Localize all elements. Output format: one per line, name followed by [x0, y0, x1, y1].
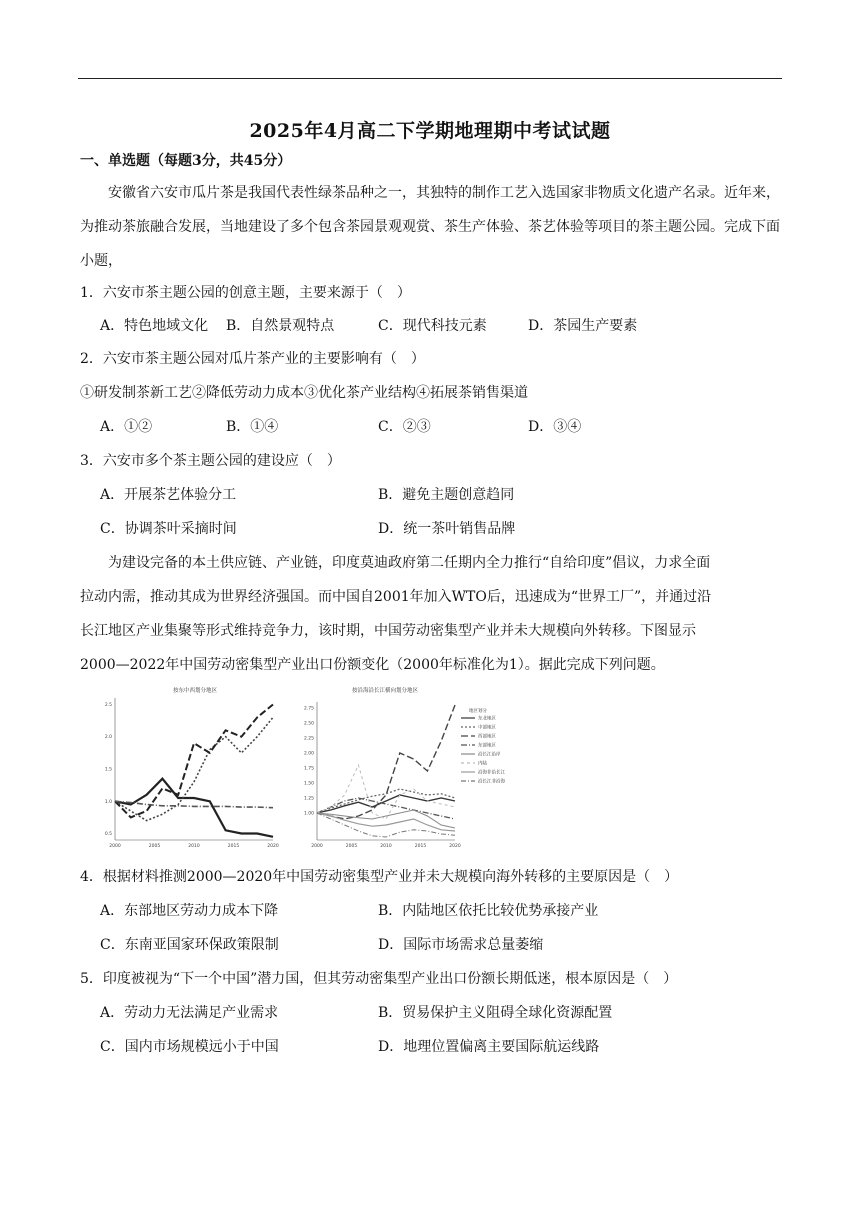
- x-tick-label: 2005: [345, 844, 358, 849]
- y-tick-label: 0.5: [104, 832, 112, 838]
- series-line-6: [317, 765, 455, 819]
- legend-label: 沿海非沿长江: [478, 770, 505, 776]
- q5-option-c: C．国内市场规模远小于中国: [100, 1039, 279, 1055]
- x-tick-label: 2020: [267, 844, 279, 849]
- x-tick-label: 2015: [227, 844, 240, 849]
- q5-option-d: D．地理位置偏离主要国际航运线路: [378, 1039, 600, 1055]
- q4-option-a: A．东部地区劳动力成本下降: [100, 903, 279, 919]
- q3-option-c: C．协调茶叶采摘时间: [100, 521, 237, 537]
- top-rule: [78, 78, 782, 79]
- legend-label: 中部地区: [478, 725, 496, 731]
- q1-option-c: C．现代科技元素: [378, 318, 487, 334]
- question-5-stem: 5．印度被视为“下一个中国”潜力国，但其劳动密集型产业出口份额长期低迷，根本原因是（ ）: [80, 971, 678, 987]
- x-tick-label: 2020: [449, 844, 461, 849]
- series-line-3: [317, 705, 455, 819]
- q2-option-d: D．③④: [528, 419, 582, 435]
- q4-option-d: D．国际市场需求总量萎缩: [378, 937, 544, 953]
- passage-1: 安徽省六安市瓜片茶是我国代表性绿茶品种之一，其独特的制作工艺入选国家非物质文化遗产名录。近年来，为推动茶旅融合发展，当地建设了多个包含茶园景观观赏、茶生产体验、茶艺体验等项目的茶主题公园。完成下面小题，: [80, 185, 780, 269]
- chart-east-central-west: [105, 686, 279, 849]
- x-tick-label: 2010: [188, 844, 200, 849]
- passage-2-line-3: 长江地区产业集聚等形式维持竞争力，该时期，中国劳动密集型产业并未大规模向外转移。下图显示: [80, 623, 696, 639]
- q2-option-a: A．①②: [100, 419, 153, 435]
- legend-title: 地区划分: [469, 709, 487, 714]
- export-share-figures: [95, 684, 515, 852]
- passage-2-line-4: 2000—2022年中国劳动密集型产业出口份额变化（2000年标准化为1）。据此完成下列问题。: [80, 657, 665, 673]
- x-tick-label: 2000: [311, 844, 323, 849]
- question-4-stem: 4．根据材料推测2000—2020年中国劳动密集型产业并未大规模向海外转移的主要原因是（ ）: [80, 869, 679, 885]
- legend-label: 沿长江沿岸: [478, 752, 501, 758]
- legend-label: 沿长江非沿海: [478, 779, 505, 785]
- q4-option-c: C．东南亚国家环保政策限制: [100, 937, 279, 953]
- q2-option-c: C．②③: [378, 419, 431, 435]
- passage-2-line-1: 为建设完备的本土供应链、产业链，印度莫迪政府第二任期内全力推行“自给印度”倡议，力求全面: [108, 555, 711, 571]
- export-share-charts: [95, 684, 515, 852]
- y-tick-label: 2.25: [303, 736, 314, 742]
- series-line-2: [115, 717, 273, 820]
- y-tick-label: 2.00: [303, 751, 314, 757]
- q1-option-d: D．茶园生产要素: [528, 318, 638, 334]
- q3-option-a: A．开展茶艺体验分工: [100, 487, 237, 503]
- question-1-stem: 1．六安市茶主题公园的创意主题，主要来源于（ ）: [80, 285, 411, 301]
- y-tick-label: 1.25: [303, 796, 314, 802]
- question-3-stem: 3．六安市多个茶主题公园的建设应（ ）: [80, 453, 341, 469]
- q4-option-b: B．内陆地区依托比较优势承接产业: [378, 903, 599, 919]
- x-tick-label: 2010: [380, 844, 392, 849]
- y-tick-label: 2.75: [303, 706, 314, 712]
- q5-option-a: A．劳动力无法满足产业需求: [100, 1005, 279, 1021]
- q5-option-b: B．贸易保护主义阻碍全球化资源配置: [378, 1005, 613, 1021]
- legend-label: 西部地区: [478, 734, 496, 740]
- x-tick-label: 2015: [414, 844, 427, 849]
- q3-option-d: D．统一茶叶销售品牌: [378, 521, 516, 537]
- page-title: 2025年4月高二下学期地理期中考试试题: [249, 120, 611, 142]
- q1-option-a: A．特色地域文化: [100, 318, 209, 334]
- x-tick-label: 2005: [148, 844, 161, 849]
- passage-2-line-2: 拉动内需，推动其成为世界经济强国。而中国自2001年加入WTO后，迅速成为“世界工厂”，并通过沿: [80, 589, 712, 605]
- y-tick-label: 1.75: [303, 766, 314, 772]
- y-tick-label: 1.5: [104, 767, 112, 773]
- x-tick-label: 2000: [109, 844, 121, 849]
- y-tick-label: 1.0: [104, 799, 112, 805]
- y-tick-label: 2.5: [104, 702, 112, 708]
- chart-coastal-yangtze: [304, 686, 506, 849]
- section-heading: 一、单选题（每题3分，共45分）: [80, 153, 292, 169]
- legend-label: 东部地区: [478, 743, 496, 749]
- q1-option-b: B．自然景观特点: [226, 318, 335, 334]
- q2-option-b: B．①④: [226, 419, 279, 435]
- chart-title: 按沿海沿长江横向划分地区: [351, 688, 419, 694]
- y-tick-label: 1.50: [303, 781, 314, 787]
- y-tick-label: 2.0: [104, 735, 112, 741]
- legend-label: 内陆: [478, 761, 487, 767]
- legend-label: 东北地区: [478, 716, 496, 722]
- y-tick-label: 1.00: [303, 811, 314, 817]
- series-line-4: [115, 801, 273, 807]
- question-2-stem: 2．六安市茶主题公园对瓜片茶产业的主要影响有（ ）: [80, 351, 425, 367]
- question-2-items: ①研发制茶新工艺②降低劳动力成本③优化茶产业结构④拓展茶销售渠道: [80, 385, 528, 401]
- chart-title: 按东中西划分地区: [172, 688, 218, 694]
- q3-option-b: B．避免主题创意趋同: [378, 487, 515, 503]
- y-tick-label: 2.50: [303, 721, 314, 727]
